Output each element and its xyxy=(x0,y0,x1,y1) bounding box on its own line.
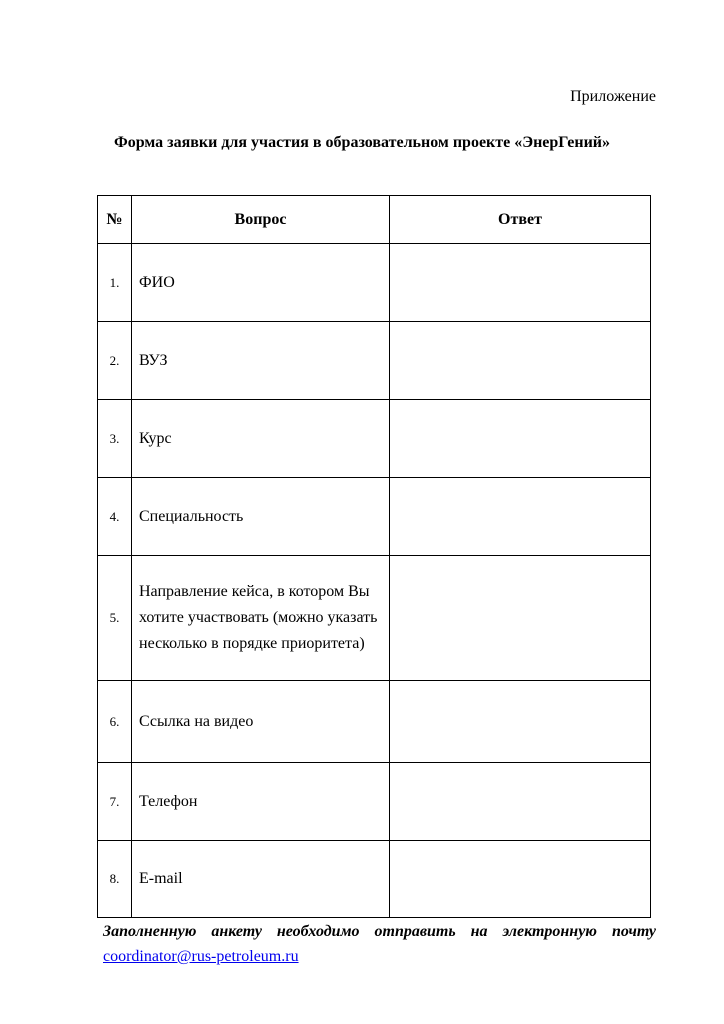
row-question: Ссылка на видео xyxy=(132,681,390,763)
page-title: Форма заявки для участия в образовательном проекте «ЭнерГений» xyxy=(113,134,611,151)
row-question: ВУЗ xyxy=(132,322,390,400)
row-question: Специальность xyxy=(132,478,390,556)
row-number: 4. xyxy=(98,478,132,556)
table-row xyxy=(98,400,651,478)
row-question: Телефон xyxy=(132,763,390,841)
row-number: 5. xyxy=(98,556,132,681)
row-number: 3. xyxy=(98,400,132,478)
answer-cell-specialty[interactable] xyxy=(390,478,651,556)
header-number: № xyxy=(98,196,132,244)
answer-cell-course[interactable] xyxy=(390,400,651,478)
application-form-table xyxy=(97,195,651,918)
row-question: Направление кейса, в котором Вы хотите участвовать (можно указать несколько в порядке приоритета) xyxy=(132,556,390,681)
header-answer: Ответ xyxy=(390,196,651,244)
table-row xyxy=(98,244,651,322)
row-question: E-mail xyxy=(132,841,390,918)
coordinator-email-link[interactable]: coordinator@rus-petroleum.ru xyxy=(103,948,299,965)
table-row xyxy=(98,681,651,763)
answer-cell-video-link[interactable] xyxy=(390,681,651,763)
answer-cell-email[interactable] xyxy=(390,841,651,918)
submission-note: Заполненную анкету необходимо отправить на электронную почту xyxy=(103,923,656,940)
table-row xyxy=(98,556,651,681)
row-number: 8. xyxy=(98,841,132,918)
row-number: 1. xyxy=(98,244,132,322)
row-question: ФИО xyxy=(132,244,390,322)
table-header-row xyxy=(98,196,651,244)
answer-cell-phone[interactable] xyxy=(390,763,651,841)
answer-cell-university[interactable] xyxy=(390,322,651,400)
table-row xyxy=(98,478,651,556)
answer-cell-fio[interactable] xyxy=(390,244,651,322)
row-number: 7. xyxy=(98,763,132,841)
table-row xyxy=(98,841,651,918)
table-row xyxy=(98,322,651,400)
row-number: 2. xyxy=(98,322,132,400)
header-question: Вопрос xyxy=(132,196,390,244)
row-number: 6. xyxy=(98,681,132,763)
row-question: Курс xyxy=(132,400,390,478)
table-row xyxy=(98,763,651,841)
appendix-label: Приложение xyxy=(570,88,656,105)
answer-cell-case-direction[interactable] xyxy=(390,556,651,681)
